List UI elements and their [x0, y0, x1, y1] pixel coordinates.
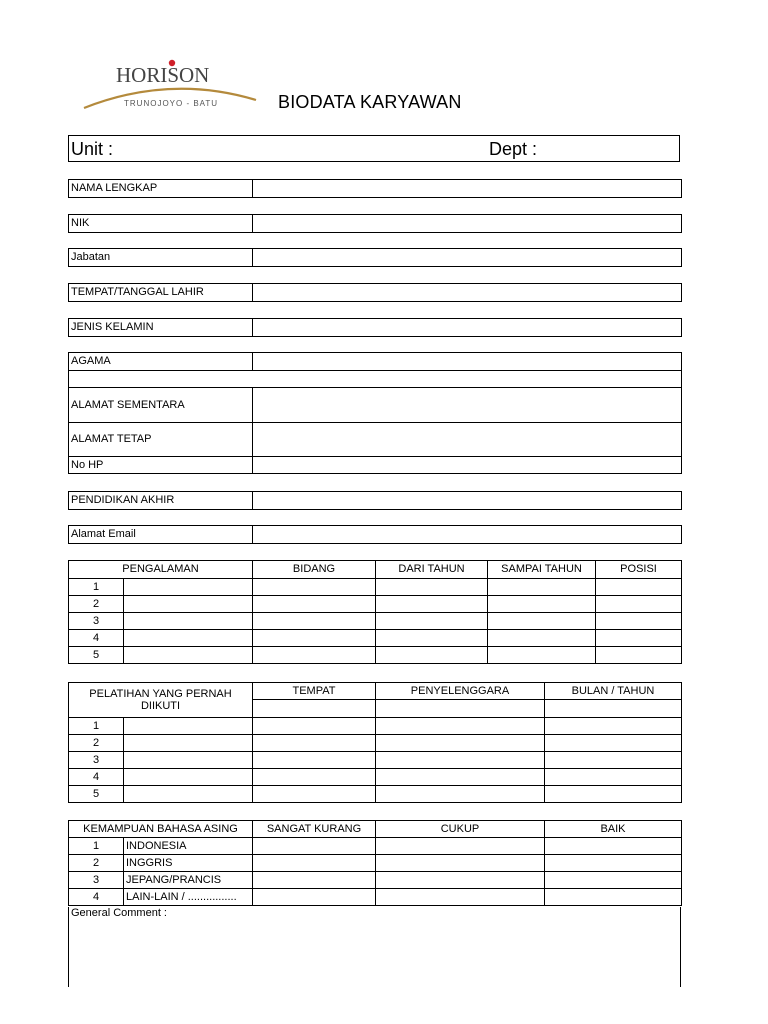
- column-header: SAMPAI TAHUN: [488, 561, 596, 579]
- cell[interactable]: [376, 838, 545, 855]
- cell[interactable]: [488, 613, 596, 630]
- cell[interactable]: [253, 855, 376, 872]
- language-name: INGGRIS: [124, 855, 253, 872]
- cell[interactable]: [124, 596, 253, 613]
- table-row: [69, 752, 682, 769]
- cell[interactable]: [124, 752, 253, 769]
- column-header: PENYELENGGARA: [376, 683, 545, 700]
- language-name: LAIN-LAIN / ................: [124, 889, 253, 906]
- cell[interactable]: [253, 647, 376, 664]
- spacer-row: [69, 371, 682, 388]
- field-label: TEMPAT/TANGGAL LAHIR: [69, 284, 253, 302]
- alamat-sementara-input[interactable]: [253, 388, 682, 423]
- table-row: [69, 769, 682, 786]
- training-table: [68, 682, 682, 803]
- unit-dept-box: [68, 135, 680, 162]
- column-header: BULAN / TAHUN: [545, 683, 682, 700]
- cell[interactable]: [376, 613, 488, 630]
- cell[interactable]: [545, 700, 682, 718]
- cell[interactable]: [124, 613, 253, 630]
- row-number: 4: [69, 889, 124, 906]
- cell[interactable]: [124, 786, 253, 803]
- cell[interactable]: [376, 700, 545, 718]
- column-header: PENGALAMAN: [69, 561, 253, 579]
- table-row: [69, 647, 682, 664]
- cell[interactable]: [253, 786, 376, 803]
- cell[interactable]: [545, 769, 682, 786]
- row-number: 2: [69, 735, 124, 752]
- cell[interactable]: [376, 718, 545, 735]
- cell[interactable]: [545, 786, 682, 803]
- cell[interactable]: [488, 647, 596, 664]
- row-number: 1: [69, 579, 124, 596]
- cell[interactable]: [253, 718, 376, 735]
- jenis-kelamin-input[interactable]: [253, 319, 682, 337]
- cell[interactable]: [488, 579, 596, 596]
- language-name: JEPANG/PRANCIS: [124, 872, 253, 889]
- cell[interactable]: [253, 769, 376, 786]
- cell[interactable]: [376, 752, 545, 769]
- horison-logo: [80, 56, 260, 116]
- cell[interactable]: [545, 752, 682, 769]
- cell[interactable]: [545, 889, 682, 906]
- row-number: 2: [69, 596, 124, 613]
- table-row: [69, 872, 682, 889]
- field-email: [68, 525, 682, 544]
- column-header: BAIK: [545, 821, 682, 838]
- field-jabatan: [68, 248, 682, 267]
- cell[interactable]: [253, 700, 376, 718]
- column-header: BIDANG: [253, 561, 376, 579]
- row-number: 4: [69, 769, 124, 786]
- email-input[interactable]: [253, 526, 682, 544]
- cell[interactable]: [253, 630, 376, 647]
- dept-label: Dept :: [489, 139, 538, 159]
- cell[interactable]: [596, 596, 682, 613]
- cell[interactable]: [376, 579, 488, 596]
- cell[interactable]: [124, 630, 253, 647]
- field-label: No HP: [69, 457, 253, 474]
- cell[interactable]: [253, 735, 376, 752]
- row-number: 3: [69, 613, 124, 630]
- general-comment-box[interactable]: [68, 907, 681, 987]
- row-number: 4: [69, 630, 124, 647]
- field-label: Jabatan: [69, 249, 253, 267]
- alamat-tetap-input[interactable]: [253, 423, 682, 457]
- field-jenis-kelamin: [68, 318, 682, 337]
- field-label: NIK: [69, 215, 253, 233]
- row-number: 1: [69, 718, 124, 735]
- cell[interactable]: [488, 630, 596, 647]
- field-nik: [68, 214, 682, 233]
- cell[interactable]: [253, 579, 376, 596]
- table-row: [69, 630, 682, 647]
- cell[interactable]: [124, 769, 253, 786]
- row-number: 2: [69, 855, 124, 872]
- table-row: [69, 579, 682, 596]
- row-number: 5: [69, 647, 124, 664]
- nik-input[interactable]: [253, 215, 682, 233]
- field-label: AGAMA: [69, 353, 253, 371]
- column-header: CUKUP: [376, 821, 545, 838]
- experience-table: [68, 560, 682, 664]
- column-header: KEMAMPUAN BAHASA ASING: [69, 821, 253, 838]
- cell[interactable]: [376, 596, 488, 613]
- address-block: [68, 352, 682, 474]
- row-number: 5: [69, 786, 124, 803]
- cell[interactable]: [488, 596, 596, 613]
- field-nama: [68, 179, 682, 198]
- agama-input[interactable]: [253, 353, 682, 371]
- field-ttl: [68, 283, 682, 302]
- logo-tagline: TRUNOJOYO - BATU: [124, 99, 219, 108]
- cell[interactable]: [376, 855, 545, 872]
- field-label: ALAMAT TETAP: [69, 423, 253, 457]
- cell[interactable]: [545, 855, 682, 872]
- field-label: ALAMAT SEMENTARA: [69, 388, 253, 423]
- field-label: PENDIDIKAN AKHIR: [69, 492, 253, 510]
- general-comment-label: General Comment :: [71, 907, 167, 919]
- cell[interactable]: [596, 630, 682, 647]
- cell[interactable]: [596, 579, 682, 596]
- unit-label: Unit :: [71, 139, 114, 159]
- cell[interactable]: [376, 647, 488, 664]
- language-table: [68, 820, 682, 906]
- table-row: [69, 786, 682, 803]
- cell[interactable]: [376, 889, 545, 906]
- cell[interactable]: [545, 735, 682, 752]
- cell[interactable]: [253, 889, 376, 906]
- cell[interactable]: [376, 786, 545, 803]
- field-pendidikan: [68, 491, 682, 510]
- column-header: PELATIHAN YANG PERNAH DIIKUTI: [69, 683, 253, 718]
- document-title: BIODATA KARYAWAN: [278, 92, 462, 112]
- cell[interactable]: [253, 596, 376, 613]
- column-header: POSISI: [596, 561, 682, 579]
- table-row: [69, 855, 682, 872]
- cell[interactable]: [376, 630, 488, 647]
- cell[interactable]: [253, 752, 376, 769]
- table-row: [69, 718, 682, 735]
- column-header: TEMPAT: [253, 683, 376, 700]
- row-number: 3: [69, 752, 124, 769]
- pendidikan-input[interactable]: [253, 492, 682, 510]
- language-name: INDONESIA: [124, 838, 253, 855]
- table-row: [69, 596, 682, 613]
- jabatan-input[interactable]: [253, 249, 682, 267]
- cell[interactable]: [545, 872, 682, 889]
- cell[interactable]: [376, 872, 545, 889]
- cell[interactable]: [376, 769, 545, 786]
- field-label: JENIS KELAMIN: [69, 319, 253, 337]
- field-label: Alamat Email: [69, 526, 253, 544]
- table-row: [69, 613, 682, 630]
- cell[interactable]: [253, 838, 376, 855]
- cell[interactable]: [124, 647, 253, 664]
- nama-input[interactable]: [253, 180, 682, 198]
- cell[interactable]: [596, 613, 682, 630]
- cell[interactable]: [124, 735, 253, 752]
- table-row: [69, 889, 682, 906]
- cell[interactable]: [253, 872, 376, 889]
- cell[interactable]: [253, 613, 376, 630]
- cell[interactable]: [596, 647, 682, 664]
- hp-input[interactable]: [253, 457, 682, 474]
- cell[interactable]: [124, 718, 253, 735]
- cell[interactable]: [545, 838, 682, 855]
- column-header: DARI TAHUN: [376, 561, 488, 579]
- cell[interactable]: [376, 735, 545, 752]
- row-number: 3: [69, 872, 124, 889]
- field-label: NAMA LENGKAP: [69, 180, 253, 198]
- logo-brand: HORISON: [116, 63, 210, 87]
- ttl-input[interactable]: [253, 284, 682, 302]
- column-header: SANGAT KURANG: [253, 821, 376, 838]
- table-row: [69, 838, 682, 855]
- table-row: [69, 735, 682, 752]
- row-number: 1: [69, 838, 124, 855]
- cell[interactable]: [545, 718, 682, 735]
- cell[interactable]: [124, 579, 253, 596]
